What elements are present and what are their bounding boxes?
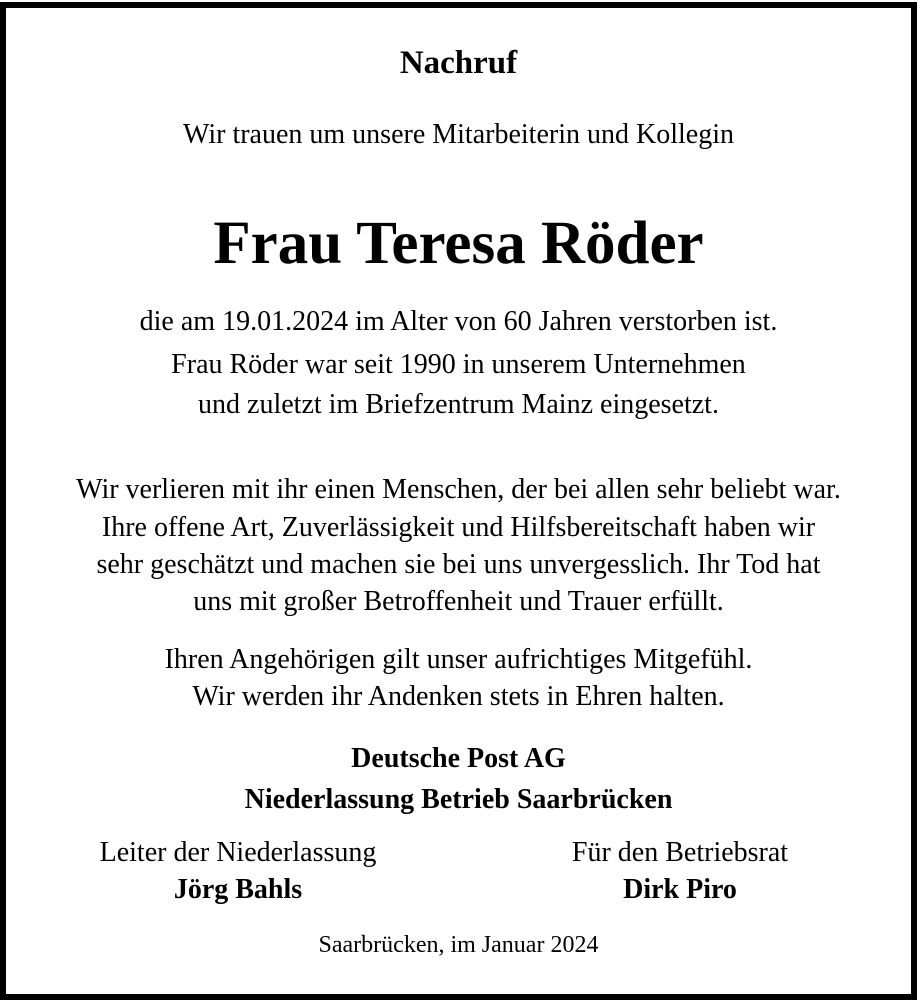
- tribute-line-1: Wir verlieren mit ihr einen Menschen, der bei allen sehr beliebt war.: [76, 474, 841, 505]
- signatory-name-left: Jörg Bahls: [173, 874, 303, 905]
- title: Nachruf: [399, 45, 518, 81]
- tribute-line-2: Ihre offene Art, Zuverlässigkeit und Hilfsbereitschaft haben wir: [101, 512, 816, 543]
- death-line: die am 19.01.2024 im Alter von 60 Jahren verstorben ist.: [139, 306, 778, 337]
- company-name: Deutsche Post AG: [351, 743, 566, 774]
- career-line-1: Frau Röder war seit 1990 in unserem Unternehmen: [171, 349, 746, 380]
- career-line-2: und zuletzt im Briefzentrum Mainz eingesetzt.: [198, 389, 719, 420]
- branch-name: Niederlassung Betrieb Saarbrücken: [244, 784, 673, 815]
- deceased-name: Frau Teresa Röder: [213, 210, 704, 277]
- condolence-line-1: Ihren Angehörigen gilt unser aufrichtiges Mitgefühl.: [164, 644, 753, 675]
- signatory-name-right: Dirk Piro: [623, 874, 737, 905]
- place-date: Saarbrücken, im Januar 2024: [318, 932, 599, 958]
- signatory-role-right: Für den Betriebsrat: [571, 837, 789, 868]
- tribute-line-3: sehr geschätzt und machen sie bei uns unvergesslich. Ihr Tod hat: [96, 549, 821, 580]
- tribute-line-4: uns mit großer Betroffenheit und Trauer erfüllt.: [193, 586, 724, 617]
- intro-text: Wir trauen um unsere Mitarbeiterin und Kollegin: [183, 119, 734, 150]
- signatory-role-left: Leiter der Niederlassung: [99, 837, 377, 868]
- condolence-line-2: Wir werden ihr Andenken stets in Ehren halten.: [192, 681, 725, 712]
